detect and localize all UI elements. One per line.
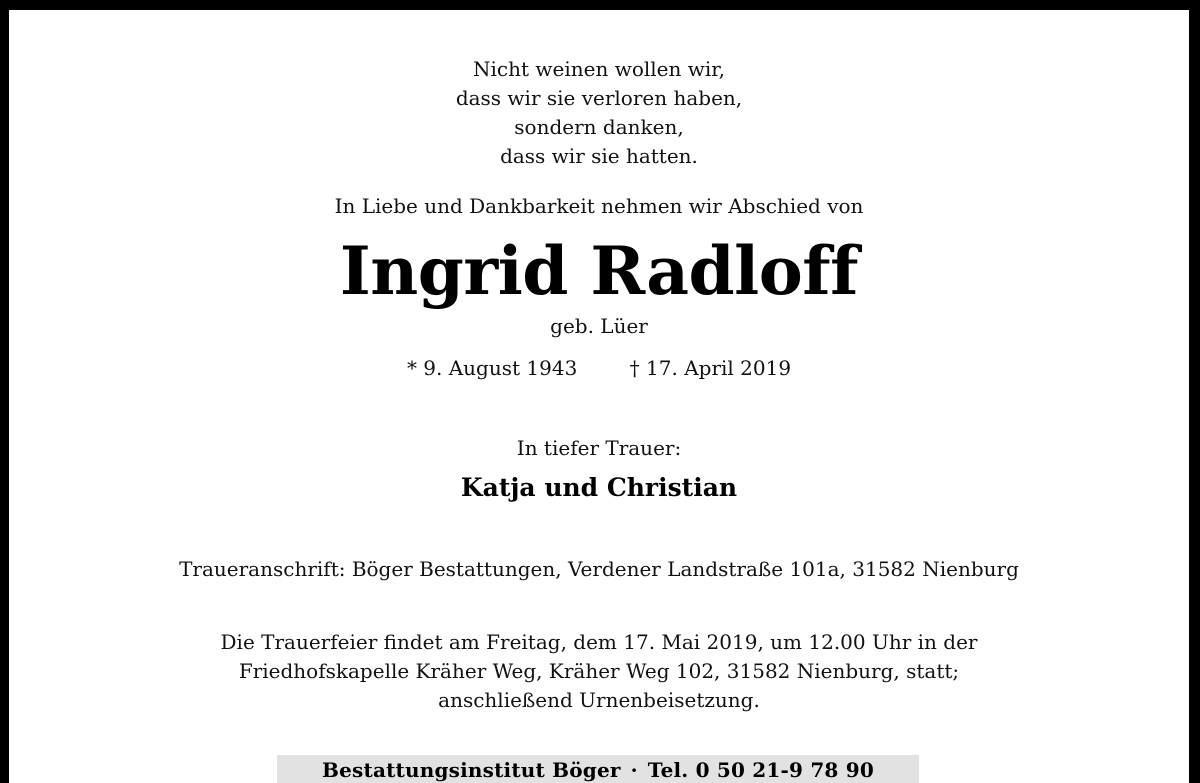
maiden-name: geb. Lüer — [550, 314, 648, 338]
birth-date: * 9. August 1943 — [406, 356, 578, 380]
farewell-intro: In Liebe und Dankbarkeit nehmen wir Abschied von — [334, 194, 864, 218]
poem-line: sondern danken, — [514, 115, 684, 139]
funeral-home-footer — [277, 755, 919, 783]
poem-line: Nicht weinen wollen wir, — [473, 57, 725, 81]
funeral-home-phone: Tel. 0 50 21-9 78 90 — [647, 758, 874, 782]
life-dates — [9, 355, 1189, 381]
mourners-names: Katja und Christian — [460, 473, 738, 502]
poem-line: dass wir sie verloren haben, — [455, 86, 743, 110]
footer-separator: · — [630, 758, 638, 782]
ceremony-line: Die Trauerfeier findet am Freitag, dem 17. Mai 2019, um 12.00 Uhr in der — [220, 630, 978, 654]
ceremony-line: Friedhofskapelle Kräher Weg, Kräher Weg 102, 31582 Nienburg, statt; — [238, 659, 960, 683]
poem-line: dass wir sie hatten. — [500, 144, 698, 168]
mourning-label: In tiefer Trauer: — [516, 436, 682, 460]
poem — [9, 55, 1189, 171]
ceremony-line: anschließend Urnenbeisetzung. — [438, 688, 760, 712]
death-date: † 17. April 2019 — [629, 356, 792, 380]
obituary-notice — [9, 10, 1189, 783]
ceremony-details — [9, 628, 1189, 715]
deceased-name: Ingrid Radloff — [339, 232, 859, 310]
condolence-address: Traueranschrift: Böger Bestattungen, Verdener Landstraße 101a, 31582 Nienburg — [179, 557, 1019, 581]
funeral-home-name: Bestattungsinstitut Böger — [322, 758, 621, 782]
